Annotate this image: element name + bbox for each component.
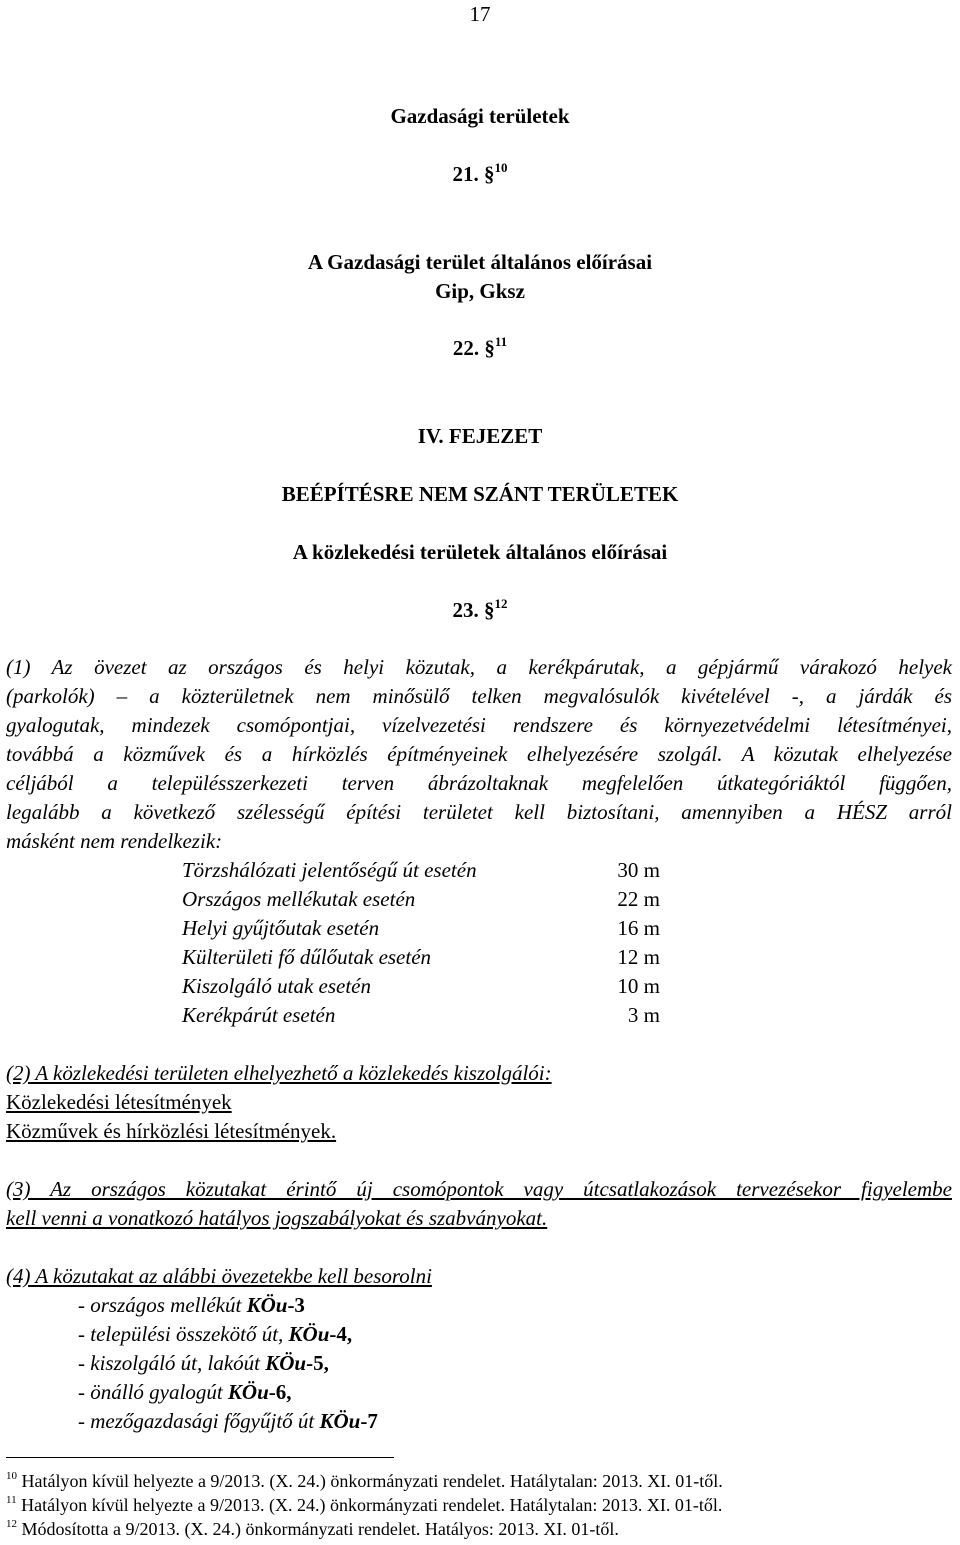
zone-description: - települési összekötő út, — [78, 1322, 289, 1346]
footnote-ref-11[interactable]: 11 — [494, 334, 508, 349]
zone-description: - kiszolgáló út, lakóút — [78, 1351, 266, 1375]
footnote-number: 11 — [6, 1494, 17, 1506]
footnote-number: 10 — [6, 1470, 17, 1482]
section-symbol: § — [484, 162, 495, 186]
road-width-value: 3 m — [627, 1003, 660, 1027]
section-symbol: § — [484, 598, 495, 622]
footnote-separator — [6, 1457, 394, 1458]
paragraph-number: 21. — [452, 162, 479, 186]
subheading-kozlekedesi: A közlekedési területek általános előírásai — [292, 540, 668, 564]
section-heading-gazdasagi: Gazdasági területek — [390, 104, 570, 128]
road-width-value: 30 m — [617, 858, 660, 882]
paragraph-line: (parkolók) – a közterületnek nem minősülő telken megvalósulók kivételével -, a járdák és — [6, 684, 952, 708]
zone-list-item — [78, 1380, 292, 1405]
zone-description: - mezőgazdasági főgyűjtő út — [78, 1409, 320, 1433]
zone-description: - országos mellékút — [78, 1293, 247, 1317]
footnote-text: Módosította a 9/2013. (X. 24.) önkormányzati rendelet. Hatályos: 2013. XI. 01-től. — [21, 1519, 619, 1539]
footnote-12 — [6, 1519, 619, 1540]
zone-code: KÖu — [265, 1351, 307, 1375]
zone-code: KÖu — [319, 1409, 361, 1433]
footnote-11 — [6, 1495, 722, 1516]
road-type-label: Törzshálózati jelentőségű út esetén — [182, 858, 477, 882]
paragraph-2-intro: (2) A közlekedési területen elhelyezhető a közlekedés kiszolgálói: — [6, 1061, 552, 1085]
paragraph-line: gyalogutak, mindezek csomópontjai, vízelvezetési rendszere és környezetvédelmi létesítményei, — [6, 713, 952, 737]
road-type-label: Kerékpárút esetén — [182, 1003, 336, 1027]
paragraph-23-heading — [0, 598, 960, 623]
chapter-title: BEÉPÍTÉSRE NEM SZÁNT TERÜLETEK — [281, 482, 679, 506]
paragraph-line: legalább a következő szélességű építési területet kell biztosítani, amennyiben a HÉSZ arról — [6, 800, 952, 824]
subheading-gazdasagi-terulet: A Gazdasági terület általános előírásai — [307, 250, 653, 274]
chapter-heading: IV. FEJEZET — [417, 424, 543, 448]
paragraph-4-intro: (4) A közutakat az alábbi övezetekbe kell besorolni — [6, 1264, 432, 1288]
paragraph-number: 22. — [452, 336, 480, 360]
zone-list-item — [78, 1351, 329, 1376]
paragraph-line: kell venni a vonatkozó hatályos jogszabályokat és szabványokat. — [6, 1206, 548, 1230]
paragraph-line: céljából a településszerkezeti terven ábrázoltaknak megfelelően útkategóriáktól függően, — [6, 771, 952, 795]
zone-code: KÖu — [288, 1322, 330, 1346]
zone-code: KÖu — [227, 1380, 269, 1404]
page-number: 17 — [469, 2, 491, 26]
paragraph-line: (3) Az országos közutakat érintő új csomópontok vagy útcsatlakozások tervezésekor figyelembe — [6, 1177, 952, 1201]
paragraph-number: 23. — [452, 598, 479, 622]
road-type-label: Országos mellékutak esetén — [182, 887, 416, 911]
paragraph-21-heading — [0, 162, 960, 187]
road-width-value: 16 m — [617, 916, 660, 940]
footnote-number: 12 — [6, 1518, 17, 1530]
footnote-10 — [6, 1471, 723, 1492]
zone-description: - önálló gyalogút — [78, 1380, 228, 1404]
road-width-value: 22 m — [617, 887, 660, 911]
paragraph-22-heading — [0, 336, 960, 361]
footnote-text: Hatályon kívül helyezte a 9/2013. (X. 24.) önkormányzati rendelet. Hatálytalan: 2013. XI. 01-től. — [21, 1495, 723, 1515]
zone-list-item — [78, 1293, 305, 1318]
paragraph-line: továbbá a közművek és a hírközlés építményeinek elhelyezésére szolgál. A közutak elhelyezése — [6, 742, 952, 766]
paragraph-2-item: Közlekedési létesítmények — [6, 1090, 232, 1114]
zone-list-item — [78, 1409, 378, 1434]
zone-number: -5, — [306, 1351, 329, 1375]
zone-number: -7 — [360, 1409, 378, 1433]
footnote-text: Hatályon kívül helyezte a 9/2013. (X. 24.) önkormányzati rendelet. Hatálytalan: 2013. XI. 01-től. — [21, 1471, 723, 1491]
road-type-label: Kiszolgáló utak esetén — [182, 974, 371, 998]
paragraph-2-item: Közművek és hírközlési létesítmények. — [6, 1119, 337, 1143]
zone-number: -4, — [329, 1322, 353, 1346]
footnote-ref-10[interactable]: 10 — [494, 160, 508, 175]
road-type-label: Helyi gyűjtőutak esetén — [182, 916, 380, 940]
paragraph-line: másként nem rendelkezik: — [6, 829, 223, 853]
footnote-ref-12[interactable]: 12 — [494, 596, 508, 611]
road-width-value: 10 m — [617, 974, 660, 998]
zone-number: -3 — [287, 1293, 305, 1317]
zone-number: -6, — [268, 1380, 292, 1404]
subheading-zone-codes: Gip, Gksz — [435, 279, 525, 303]
road-type-label: Külterületi fő dűlőutak esetén — [182, 945, 432, 969]
section-symbol: § — [484, 336, 495, 360]
paragraph-line: (1) Az övezet az országos és helyi közutak, a kerékpárutak, a gépjármű várakozó helyek — [6, 655, 952, 679]
zone-list-item — [78, 1322, 352, 1347]
road-width-value: 12 m — [617, 945, 660, 969]
zone-code: KÖu — [246, 1293, 288, 1317]
